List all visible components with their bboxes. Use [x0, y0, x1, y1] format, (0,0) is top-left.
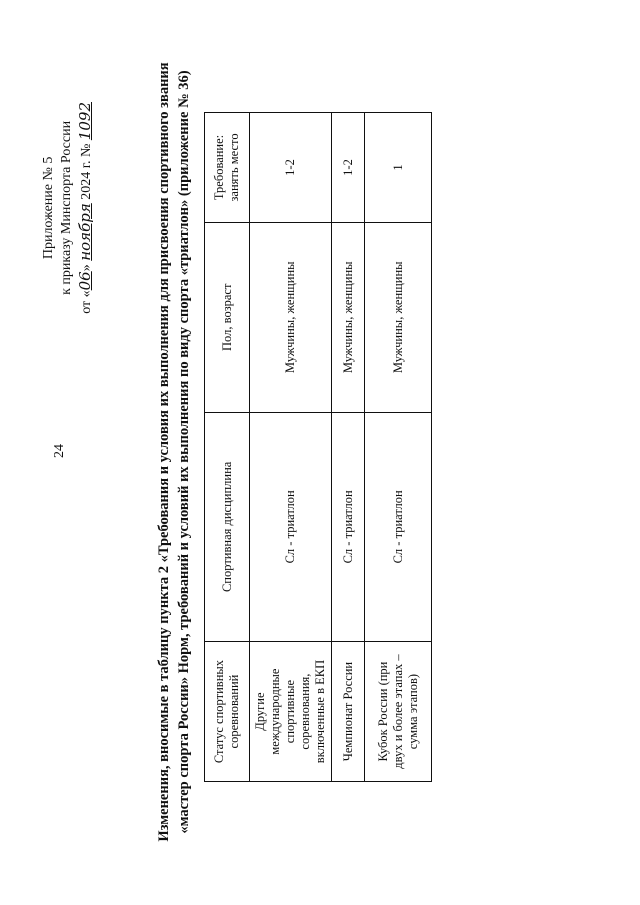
- cell-status: Кубок России (при двух и более этапах – сумма этапов): [365, 642, 432, 782]
- cell-discipline: Сл - триатлон: [250, 412, 332, 642]
- table-row: [332, 113, 365, 782]
- table-header-row: [205, 113, 250, 782]
- cell-requirement: 1: [365, 113, 432, 223]
- cell-sex-age: Мужчины, женщины: [250, 222, 332, 412]
- norms-table: [204, 112, 432, 782]
- header-sex-age: Пол, возраст: [205, 222, 250, 412]
- header-requirement: Требование: занять место: [205, 113, 250, 223]
- cell-discipline: Сл - триатлон: [332, 412, 365, 642]
- rotated-document: [20, 22, 620, 882]
- heading-line-2: «мастер спорта России» Норм, требований и условий их выполнения по виду спорта «триатлон» (приложение № 36): [176, 70, 192, 834]
- header-discipline: Спортивная дисциплина: [205, 412, 250, 642]
- handwritten-number: 1092: [76, 102, 94, 141]
- page-number: 24: [52, 444, 67, 458]
- cell-requirement: 1-2: [250, 113, 332, 223]
- document-heading: [154, 22, 194, 882]
- cell-sex-age: Мужчины, женщины: [332, 222, 365, 412]
- cell-status: Другие международные спортивные соревнования, включенные в ЕКП: [250, 642, 332, 782]
- handwritten-month: ноября: [76, 203, 94, 261]
- cell-discipline: Сл - триатлон: [365, 412, 432, 642]
- header-status: Статус спортивных соревнований: [205, 642, 250, 782]
- heading-line-1: Изменения, вносимые в таблицу пункта 2 «Требования и условия их выполнения для присвоения спортивного звания: [156, 62, 172, 842]
- cell-sex-age: Мужчины, женщины: [365, 222, 432, 412]
- cell-status: Чемпионат России: [332, 642, 365, 782]
- table-row: [365, 113, 432, 782]
- table-row: [250, 113, 332, 782]
- cell-requirement: 1-2: [332, 113, 365, 223]
- appendix-block: [40, 102, 96, 314]
- appendix-date: от «06» ноября 2024 г. № 1092: [76, 102, 94, 314]
- appendix-order: к приказу Минспорта России: [59, 120, 74, 295]
- appendix-title: Приложение № 5: [41, 156, 56, 260]
- handwritten-day: 06: [76, 271, 94, 291]
